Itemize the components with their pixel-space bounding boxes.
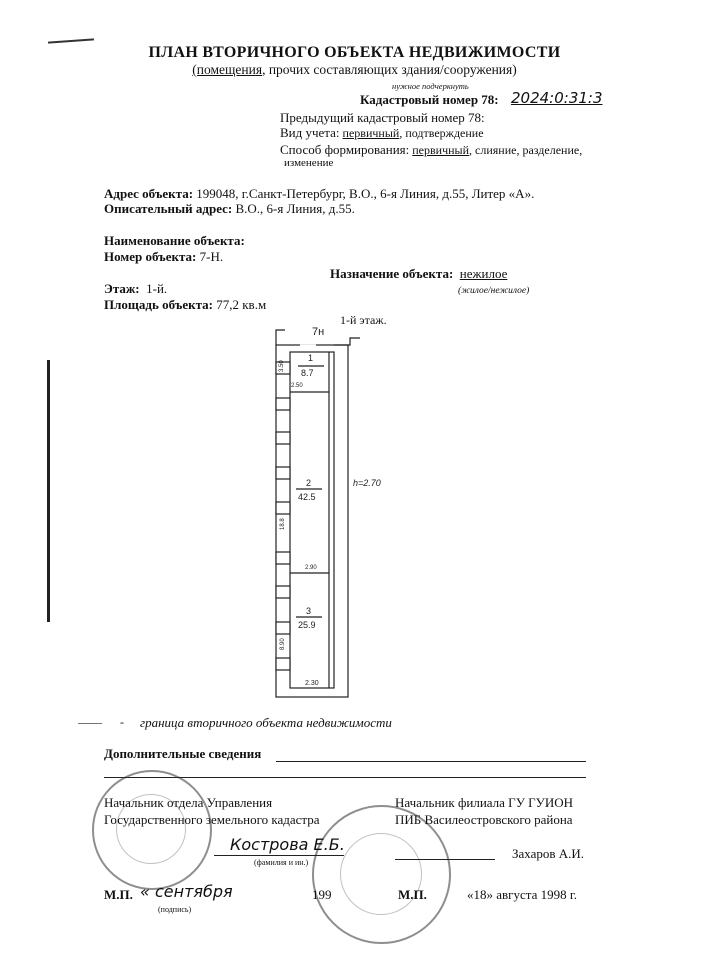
underline-note: нужное подчеркнуть: [392, 81, 469, 91]
plan-dim-5: 8.90: [280, 638, 286, 650]
formation-rest-2: изменение: [284, 157, 334, 169]
purpose-value: нежилое: [459, 266, 508, 281]
room-2-area: 42.5: [298, 492, 316, 502]
floor-value: 1-й.: [146, 281, 168, 296]
desc-address-label: Описательный адрес:: [104, 201, 233, 216]
plan-dim-3: 18.8: [280, 518, 286, 530]
plan-dim-2: 3.50: [279, 360, 285, 372]
room-1-number: 1: [308, 353, 314, 363]
left-date-handwritten: « сентября: [140, 882, 233, 901]
plan-height-label: h=2.70: [353, 478, 381, 488]
plan-window: [276, 658, 290, 670]
plan-window: [276, 502, 290, 514]
room-3-area: 25.9: [298, 620, 316, 630]
legend-text: граница вторичного объекта недвижимости: [140, 715, 392, 730]
account-selected: первичный: [342, 126, 400, 140]
left-signature-name: Кострова Е.Б.: [230, 835, 345, 854]
round-stamp-left: [92, 770, 212, 890]
right-stamp-mp: М.П.: [398, 887, 427, 902]
plan-wall-top-right: [334, 338, 360, 345]
plan-wall-top-left: [276, 330, 285, 345]
subtitle-rest: , прочих составляющих здания/сооружения): [262, 62, 517, 77]
area-label: Площадь объекта:: [104, 297, 213, 312]
purpose-label: Назначение объекта:: [330, 266, 454, 281]
left-stamp-mp: М.П.: [104, 887, 133, 902]
floor-label: Этаж:: [104, 281, 140, 296]
cadastral-label: Кадастровый номер 78:: [360, 92, 499, 107]
plan-window: [276, 432, 290, 444]
plan-window: [276, 467, 290, 479]
right-date: «18» августа 1998 г.: [467, 887, 577, 902]
object-number-label: Номер объекта:: [104, 249, 197, 264]
plan-inner-wall: [290, 352, 334, 688]
plan-dim-1: 2.50: [291, 383, 303, 389]
plan-window: [276, 622, 290, 634]
plan-window: [276, 586, 290, 598]
document-title: ПЛАН ВТОРИЧНОГО ОБЪЕКТА НЕДВИЖИМОСТИ: [148, 44, 561, 61]
cadastral-number: 2024:0:31:3: [511, 89, 603, 107]
subtitle-underlined: (помещения: [192, 62, 263, 77]
room-2-number: 2: [306, 478, 312, 488]
object-name-label: Наименование объекта:: [104, 233, 245, 248]
additional-line-1: [276, 761, 586, 762]
legend-dash-2: -: [120, 715, 124, 729]
left-sign-caption: (фамилия и ин.): [254, 858, 309, 867]
object-number-value: 7-Н.: [199, 249, 224, 264]
right-signer-title-2: ПИБ Василеостровского района: [395, 812, 573, 827]
plan-window: [276, 552, 290, 564]
room-3-number: 3: [306, 606, 312, 616]
formation-label: Способ формирования:: [280, 142, 410, 157]
additional-info-label: Дополнительные сведения: [104, 746, 262, 761]
legend-dash: ——: [78, 715, 102, 729]
address-value: 199048, г.Санкт-Петербург, В.О., 6-я Линия, д.55, Литер «А».: [196, 186, 535, 201]
plan-floor-caption: 1-й этаж.: [340, 313, 387, 327]
right-sign-line: [395, 859, 495, 860]
plan-dim-6: 2.30: [305, 680, 319, 687]
desc-address-value: В.О., 6-я Линия, д.55.: [235, 201, 355, 216]
area-value: 77,2 кв.м: [216, 297, 267, 312]
plan-window: [276, 398, 290, 410]
left-sign-line: [214, 855, 344, 856]
previous-cadastral-label: Предыдущий кадастровый номер 78:: [280, 110, 485, 125]
address-label: Адрес объекта:: [104, 186, 194, 201]
account-rest: , подтверждение: [399, 126, 484, 140]
left-signer-title-1: Начальник отдела Управления: [104, 795, 273, 810]
room-1-area: 8.7: [301, 368, 314, 378]
formation-selected: первичный: [412, 143, 470, 157]
left-year: 199: [312, 887, 332, 902]
account-label: Вид учета:: [280, 125, 340, 140]
right-signer-name: Захаров А.И.: [512, 846, 585, 861]
left-caption-2: (подпись): [158, 905, 192, 914]
plan-dim-4: 2.90: [305, 565, 317, 571]
left-signer-title-2: Государственного земельного кадастра: [104, 812, 320, 827]
plan-unit-label: 7н: [312, 326, 325, 338]
purpose-note: (жилое/нежилое): [458, 286, 530, 296]
right-signer-title-1: Начальник филиала ГУ ГУИОН: [395, 795, 574, 810]
formation-rest: , слияние, разделение,: [469, 143, 583, 157]
